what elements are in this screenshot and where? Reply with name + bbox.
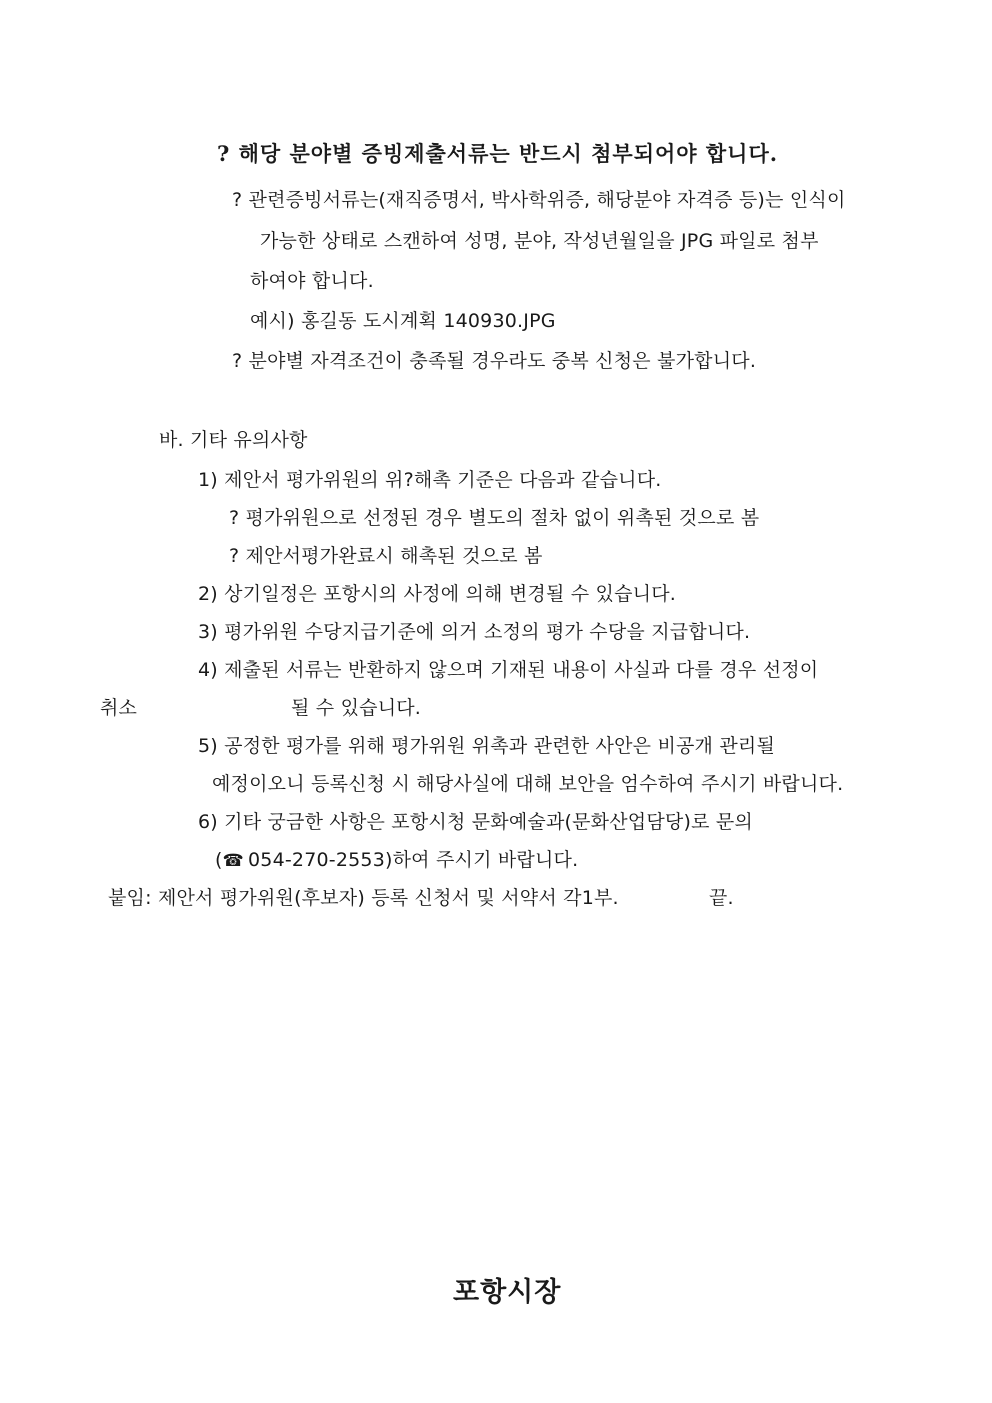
evidence-example: 예시) 홍길동 도시계획 140930.JPG	[250, 310, 556, 332]
attachment-line: 붙임: 제안서 평가위원(후보자) 등록 신청서 및 서약서 각1부.	[108, 887, 619, 909]
phone-number-text: 054-270-2553)하여 주시기 바랍니다.	[248, 849, 579, 871]
notes-item-1: 1) 제안서 평가위원의 위?해촉 기준은 다음과 같습니다.	[198, 469, 662, 491]
notes-item-5-line-1: 5) 공정한 평가를 위해 평가위원 위촉과 관련한 사안은 비공개 관리될	[198, 735, 776, 757]
evidence-bullet-1-line-2: 가능한 상태로 스캔하여 성명, 분야, 작성년월일을 JPG 파일로 첨부	[260, 230, 819, 252]
notes-item-3: 3) 평가위원 수당지급기준에 의거 소정의 평가 수당을 지급합니다.	[198, 621, 751, 643]
notes-item-6-line-1: 6) 기타 궁금한 사항은 포항시청 문화예술과(문화산업담당)로 문의	[198, 811, 753, 833]
evidence-bullet-1-line-3: 하여야 합니다.	[250, 270, 374, 292]
notes-item-5-line-2: 예정이오니 등록신청 시 해당사실에 대해 보안을 엄수하여 주시기 바랍니다.	[212, 773, 844, 795]
signature: 포항시장	[453, 1277, 562, 1308]
phone-icon: ☎	[222, 851, 245, 871]
notes-item-4-line-1: 4) 제출된 서류는 반환하지 않으며 기재된 내용이 사실과 다를 경우 선정이	[198, 659, 819, 681]
notes-item-1-sub-1: ? 평가위원으로 선정된 경우 별도의 절차 없이 위촉된 것으로 봄	[229, 507, 760, 529]
evidence-bullet-1-line-1: ? 관련증빙서류는(재직증명서, 박사학위증, 해당분야 자격증 등)는 인식이	[232, 189, 846, 211]
notes-item-1-sub-2: ? 제안서평가완료시 해촉된 것으로 봄	[229, 545, 543, 567]
evidence-bullet-2: ? 분야별 자격조건이 충족될 경우라도 중복 신청은 불가합니다.	[232, 350, 757, 372]
notes-item-4-word-1: 취소	[100, 697, 138, 719]
notes-item-2: 2) 상기일정은 포항시의 사정에 의해 변경될 수 있습니다.	[198, 583, 677, 605]
notes-heading: 바. 기타 유의사항	[159, 429, 308, 451]
paren-open: (	[215, 849, 223, 871]
notes-item-4-word-2: 될 수 있습니다.	[291, 697, 422, 719]
evidence-heading: ? 해당 분야별 증빙제출서류는 반드시 첨부되어야 합니다.	[217, 141, 779, 166]
notes-item-6-line-2	[215, 848, 578, 873]
end-mark: 끝.	[709, 887, 734, 909]
